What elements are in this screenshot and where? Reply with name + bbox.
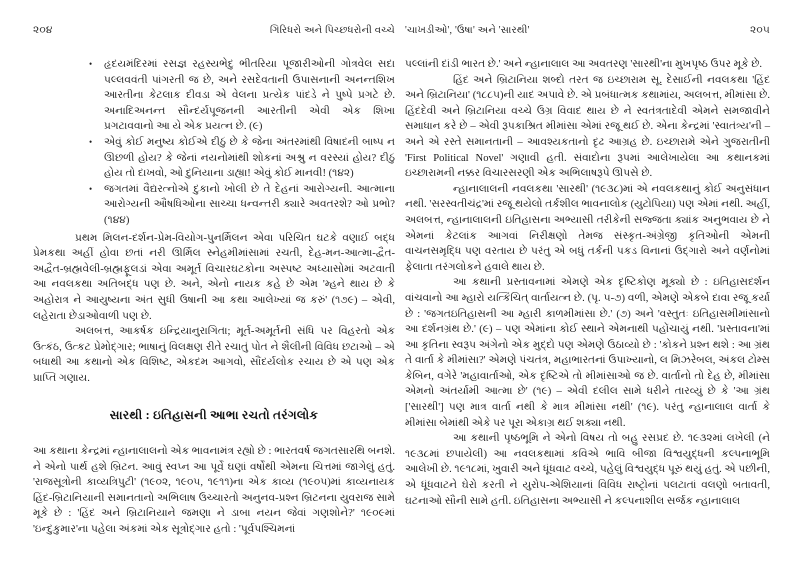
left-running-header: ગિરિધરો અને પિચ્છધરોની વચ્ચે — [269, 25, 395, 36]
bullet-icon: • — [89, 183, 93, 194]
bullet-item — [33, 135, 395, 182]
paragraph: આ કથાની પૃષ્ઠભૂમિ ને એનો વિષય તો બહુ રસપ્રદ છે. ૧૯૩૨માં લખેલી (ને ૧૯૩૮માં છપાયેલી) આ નવલકથામાં કવિએ ભાવિ બીજા વિશ્વયુદ્ધની કલ્પનાભૂમિ આલેખી છે. ૧૯૧૮માં, ખુવારી અને ધૂંધવાટ વચ્ચે, પહેલું વિશ્વયુદ્ધ પૂરું થયું હતું. એ પછીની, એ ધૂંધવાટને ઘેરો કરતી ને યુરોપ-એશિયાનાં વિવિધ રાષ્ટ્રોનાં પલટાતાં વલણો બતાવતી, ઘટનાઓ સૌની સામે હતી. ઇતિહાસના અભ્યાસી ને કલ્પનાશીલ સર્જક ન્હાનાલાલ — [405, 433, 770, 507]
bullet-item — [33, 57, 395, 135]
left-page-header — [33, 25, 395, 37]
bullet-text: જગતમાં વૈદ્યરત્નોએ દુકાનો ખોલી છે તે દેહનાં આરોગ્યની. આત્માના આરોગ્યની ઔષધિઓના સાચ્ચા ધન્વન્તરી ક્યારે અવતરશે? ઓ પ્રભો? (૧૪૪) — [104, 183, 395, 226]
right-page-number: ૨૦૫ — [750, 25, 770, 36]
paragraph: અલબત્ત, આકર્ષક ઇન્દ્રિયાનુરાગિતા; મૂર્ત-અમૂર્તની સંધિ પર વિહરતો એક ઉત્કંઠ, ઉત્કટ પ્રેમોદ્ગાર; ભાષાનું વિલક્ષણ રીતે રચાતું પોત ને શૈલીની વિવિધ છટાઓ – એ બધાથી આ કથાનો એક વિશિષ્ટ, એકદમ આગવો, સૌંદર્યલોક રચાય છે એ પણ એક પ્રાપ્તિ ગણાય. — [33, 326, 395, 384]
paragraph: પલ્લાંની દાંડી ભારત છે.' અને ન્હાનાલાલ આ અવતરણ 'સારથી'ના મુખપૃષ્ઠ ઉપર મૂકે છે. — [405, 59, 763, 70]
bullet-text: હૃદયમંદિરમાં રસજ્ઞ રહસ્યભેદુ ભીતરિયા પૂજારીઓની ગોત્રવેલ સદા પલ્લવવંતી પાંગરતી જ છે, અને રસદેવતાની ઉપાસનાની અનન્તશિખ આરતીના કેટલાક દીવડા એ વેલના પ્રત્યેક પાંદડે ને પુષ્પે પ્રગટે છે. અનાદિઅનન્ત સૌન્દર્યપૂજનની આરતીની એવી એક શિખા પ્રગટાવવાનો આ યે એક પ્રયત્ન છે. (૯) — [104, 59, 395, 133]
right-page-body — [405, 57, 770, 509]
paragraph: આ કથાની પ્રસ્તાવનામાં એમણે એક દૃષ્ટિકોણ મૂક્યો છે : ઇતિહાસદર્શન વાંચવાનો આ મ્હારો યત્કિંચિત્ વાર્તાયત્ન છે. (પૃ. ૫-૭) વળી, એમણે એકબે દાવા રજૂ કર્યા છે : 'જગતઇતિહાસની આ મ્હારી કાળમીમાંસા છે.' (૭) અને 'વસ્તુતઃ ઇતિહાસમીમાંસાનો આ દર્શનગ્રંથ છે.' (૯) – પણ એમાંના કોઈ સ્થાને એમનાથી પહોંચાયું નથી. 'પ્રસ્તાવના'માં આ કૃતિના સ્વરૂપ અંગેનો એક મુદ્દો પણ એમણે ઉઠાવ્યો છે : 'કોકને પ્રશ્ન થશે : આ ગ્રંથ તે વાર્તા કે મીમાંસા?' એમણે પંચતંત્ર, મહાભારતનાં ઉપાખ્યાનો, લ મિઝરેબલ, અંકલ ટોમ્સ કેબિન, વગેરે 'મહાવાર્તાઓ, એક દૃષ્ટિએ તો મીમાંસાઓ જ છે. વાર્તાનો તો દેહ છે, મીમાંસા એમનો અંતર્યામી આત્મા છે' (૧૯) – એવી દલીલ સામે ધરીને તારવ્યું છે કે 'આ ગ્રંથ ['સારથી'] પણ માત્ર વાર્તા નથી કે માત્ર મીમાંસા નથી' (૧૯). પરંતુ ન્હાનાલાલ વાર્તા કે મીમાંસા બેમાંથી એકે પર પૂરા એકાગ્ર થઈ શક્યા નથી. — [405, 277, 770, 429]
bullet-icon: • — [89, 59, 93, 69]
bullet-icon: • — [89, 136, 93, 147]
section-heading: સારથી : ઇતિહાસની આભા રચતો તરંગલોક — [109, 408, 319, 423]
bullet-list — [33, 57, 395, 229]
paragraph: આ કથાના કેન્દ્રમાં ન્હાનાલાલનો એક ભાવનામંત્ર રહ્યો છે : ભારતવર્ષ જગતસારથિ બનશે. ને એનો પાર્થ હશે બ્રિટન. આવું સ્વપ્ન આ પૂર્વે ઘણાં વર્ષોથી એમના ચિત્તમાં જાગેલું હતું. 'રાજસૂત્રોની કાવ્યત્રિપુટી' (૧૯૦૨, ૧૯૦૫, ૧૯૧૧)ના એક કાવ્ય (૧૯૦૫)માં કાવ્યનાયક હિંદ-બ્રિટાનિયાની સમાનતાનો અભિલાષ ઉચ્ચારતો અનુનવ-પ્રશ્ન બ્રિટનના યુવરાજ સામે મૂકે છે : 'હિંદ અને બ્રિટાનિયાને જમણા ને ડાબા નયન જેવાં ગણશોને?' ૧૯૦૯માં 'ઇન્દુકુમાર'ના પહેલા અંકમાં એક સૂત્રોદ્ગાર હતો : 'પૂર્વપશ્ચિમનાં — [33, 446, 395, 536]
right-page-header — [405, 25, 770, 37]
paragraph: પ્રથમ મિલન-દર્શન-પ્રેમ-વિયોગ-પુનર્મિલન એવા પરિચિત ઘટકે વણાઈ બદ્ધ પ્રેમકથા અહીં હોવા છતાં નરી ઊર્મિલ સ્નેહમીમાંસામાં રચતી, દેહ-મન-આત્મા-દ્વૈત-અદ્વૈત-બ્રહ્મવેલી-બ્રહ્મફૂલડાં એવા અમૂર્ત વિચારઘટકોના અસ્પષ્ટ અધ્યાસોમાં અટવાતી આ નવલકથા અતિબદ્ધ પણ છે. અને, એનો નાયક કહે છે એમ 'મ્હને થાય છે કે અહોરાત્ર ને આયુષ્યના અંત સુધી ઉષાની આ કથા આલેખ્યાં જ કરું' (૧૭૯) – એવી, લહેરાતા છેડાઓવાળી પણ છે. — [33, 232, 395, 322]
left-page-body — [33, 57, 395, 538]
left-page-number: ૨૦૪ — [33, 25, 53, 36]
paragraph: હિંદ અને બ્રિટાનિયા શબ્દો તરત જ ઇચ્છારામ સૂ. દેસાઈની નવલકથા 'હિંદ અને બ્રિટાનિયા' (૧૮૮૫)ની યાદ અપાવે છે. એ પ્રબંધાત્મક કથામાંય, અલબત્ત, મીમાંસા છે. હિંદદેવી અને બ્રિટાનિયા વચ્ચે ઉગ્ર વિવાદ થાય છે ને સ્વતંત્રતાદેવી એમને સમજાવીને સમાધાન કરે છે – એવી રૂપકાશ્રિત મીમાંસા એમાં રજૂ થઈ છે. એના કેન્દ્રમાં 'સ્વાતંત્ર્ય'ની – અને એ રસ્તે સમાનતાની – આવશ્યકતાનો દૃઢ આગ્રહ છે. ઇચ્છારામે એને ગુજરાતીની 'First Political Novel' ગણાવી હતી. સંવાદોના રૂપમાં આલેખાયેલા આ કથાનકમાં ઇચ્છારામની નક્કર વિચારસરણી એક અભિલાષરૂપે ઊપસે છે. — [405, 74, 770, 180]
bullet-item — [33, 182, 395, 229]
right-running-header: 'ચાખડીઓ', 'ઉષા' અને 'સારથી' — [405, 25, 530, 36]
paragraph: ન્હાનાલાલની નવલકથા 'સારથી' (૧૯૩૮)માં એ નવલકથાનું કોઈ અનુસંધાન નથી. 'સરસ્વતીચંદ્ર'માં રજૂ થયેલો તર્કશીલ ભાવનાલોક (યુટોપિયા) પણ એમાં નથી. અહીં, અલબત્ત, ન્હાનાલાલની ઇતિહાસના અભ્યાસી તરીકેની સજ્જતા ક્યાંક અનુભવાય છે ને એમનાં કેટલાંક આગવાં નિરીક્ષણો તેમજ સંસ્કૃત-અંગ્રેજી કૃતિઓની એમની વાચનસમૃદ્ધિ પણ વરતાય છે પરંતુ એ બધું તર્કની પકડ વિનાનાં ઉદ્ગારો અને વર્ણનોમાં ફેલાતા તરંગલોકને હવાલે થાય છે. — [405, 183, 770, 273]
right-page — [400, 0, 800, 566]
bullet-text: એવું કોઈ મનુષ્ય કોઈએ દીઠું છે કે જેના અંતરમાંથી વિષાદની બાષ્પ ન ઊછળી હોય? કે જેનાં નયનોમાંથી શોકનાં અશ્રુ ન વરસ્યાં હોય? દીઠું હોય તો દાખવો, ઓ દુનિયાના ડાહ્યા! એવું કોઈ માનવી! (૧૪૨) — [104, 136, 395, 180]
